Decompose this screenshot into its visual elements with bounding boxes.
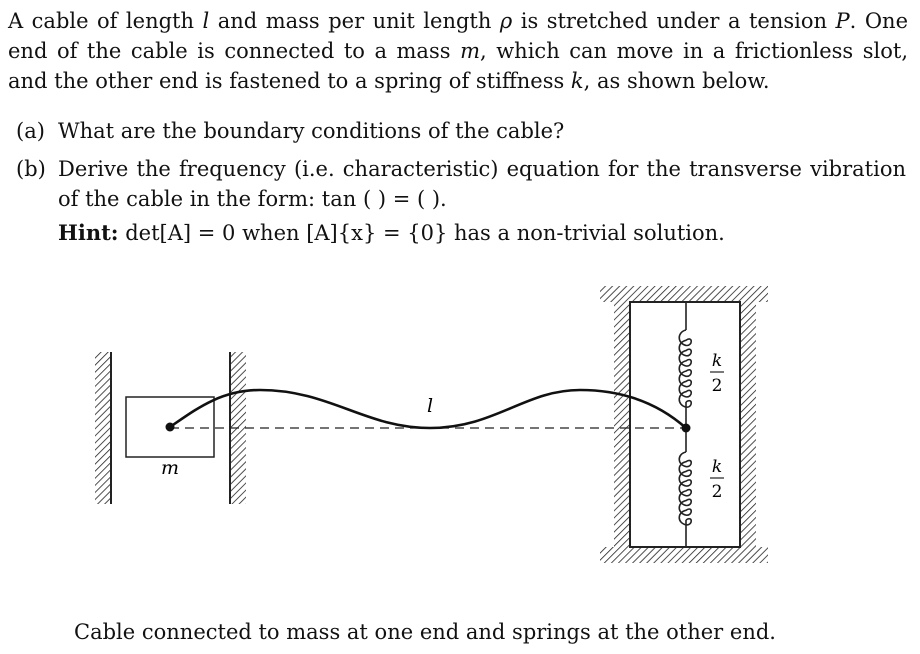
frame-left-hatch xyxy=(614,302,630,547)
length-label: l xyxy=(426,395,434,417)
frame-top-hatch xyxy=(600,286,768,302)
intro-text-1: A cable of length xyxy=(8,9,203,33)
cable-end-mass xyxy=(166,423,175,432)
part-a-text: What are the boundary conditions of the cable? xyxy=(58,119,565,143)
figure-caption xyxy=(0,617,920,647)
spring-bottom-coil xyxy=(679,452,691,525)
spring-top-coil xyxy=(679,330,691,407)
spring-top-label xyxy=(710,351,724,396)
part-b-text: Derive the frequency (i.e. characteristic) equation for the transverse vibration of the cable in the form: tan ( ) = ( ). xyxy=(58,157,906,211)
spring-top-k: k xyxy=(711,351,723,371)
spring-bottom-2: 2 xyxy=(711,482,723,502)
intro-text-5: , which can move in a frictionless slot, and the other end is fastened to a spring of stiffness xyxy=(8,39,908,93)
spring-top-2: 2 xyxy=(711,376,723,396)
frame-right-hatch xyxy=(740,302,756,547)
spring-bottom-k: k xyxy=(711,457,723,477)
problem-statement xyxy=(8,6,908,96)
mass-label: m xyxy=(160,457,180,479)
intro-text-3: is stretched under a tension xyxy=(512,9,836,33)
symbol-tension: P xyxy=(835,9,850,33)
intro-text-6: , as shown below. xyxy=(583,69,770,93)
caption-text: Cable connected to mass at one end and springs at the other end. xyxy=(74,620,776,644)
cable-figure xyxy=(0,262,920,592)
hint-label: Hint: xyxy=(58,220,119,245)
cable-end-spring xyxy=(682,424,691,433)
symbol-rho: ρ xyxy=(499,9,513,33)
part-a-label: (a) xyxy=(16,119,45,143)
intro-text-4: . One end of the cable is connected to a mass xyxy=(8,9,908,63)
spring-bottom-label xyxy=(710,457,724,502)
symbol-mass: m xyxy=(460,39,480,63)
part-b xyxy=(16,154,906,216)
part-a xyxy=(16,116,906,146)
hint xyxy=(58,218,725,248)
intro-text-2: and mass per unit length xyxy=(209,9,500,33)
part-b-label: (b) xyxy=(16,157,46,181)
symbol-length: l xyxy=(202,9,210,33)
symbol-stiffness: k xyxy=(570,69,584,93)
frame-bottom-hatch xyxy=(600,547,768,563)
left-outer-wall-hatch xyxy=(95,352,111,504)
hint-text: det[A] = 0 when [A]{x} = {0} has a non-trivial solution. xyxy=(118,221,725,245)
